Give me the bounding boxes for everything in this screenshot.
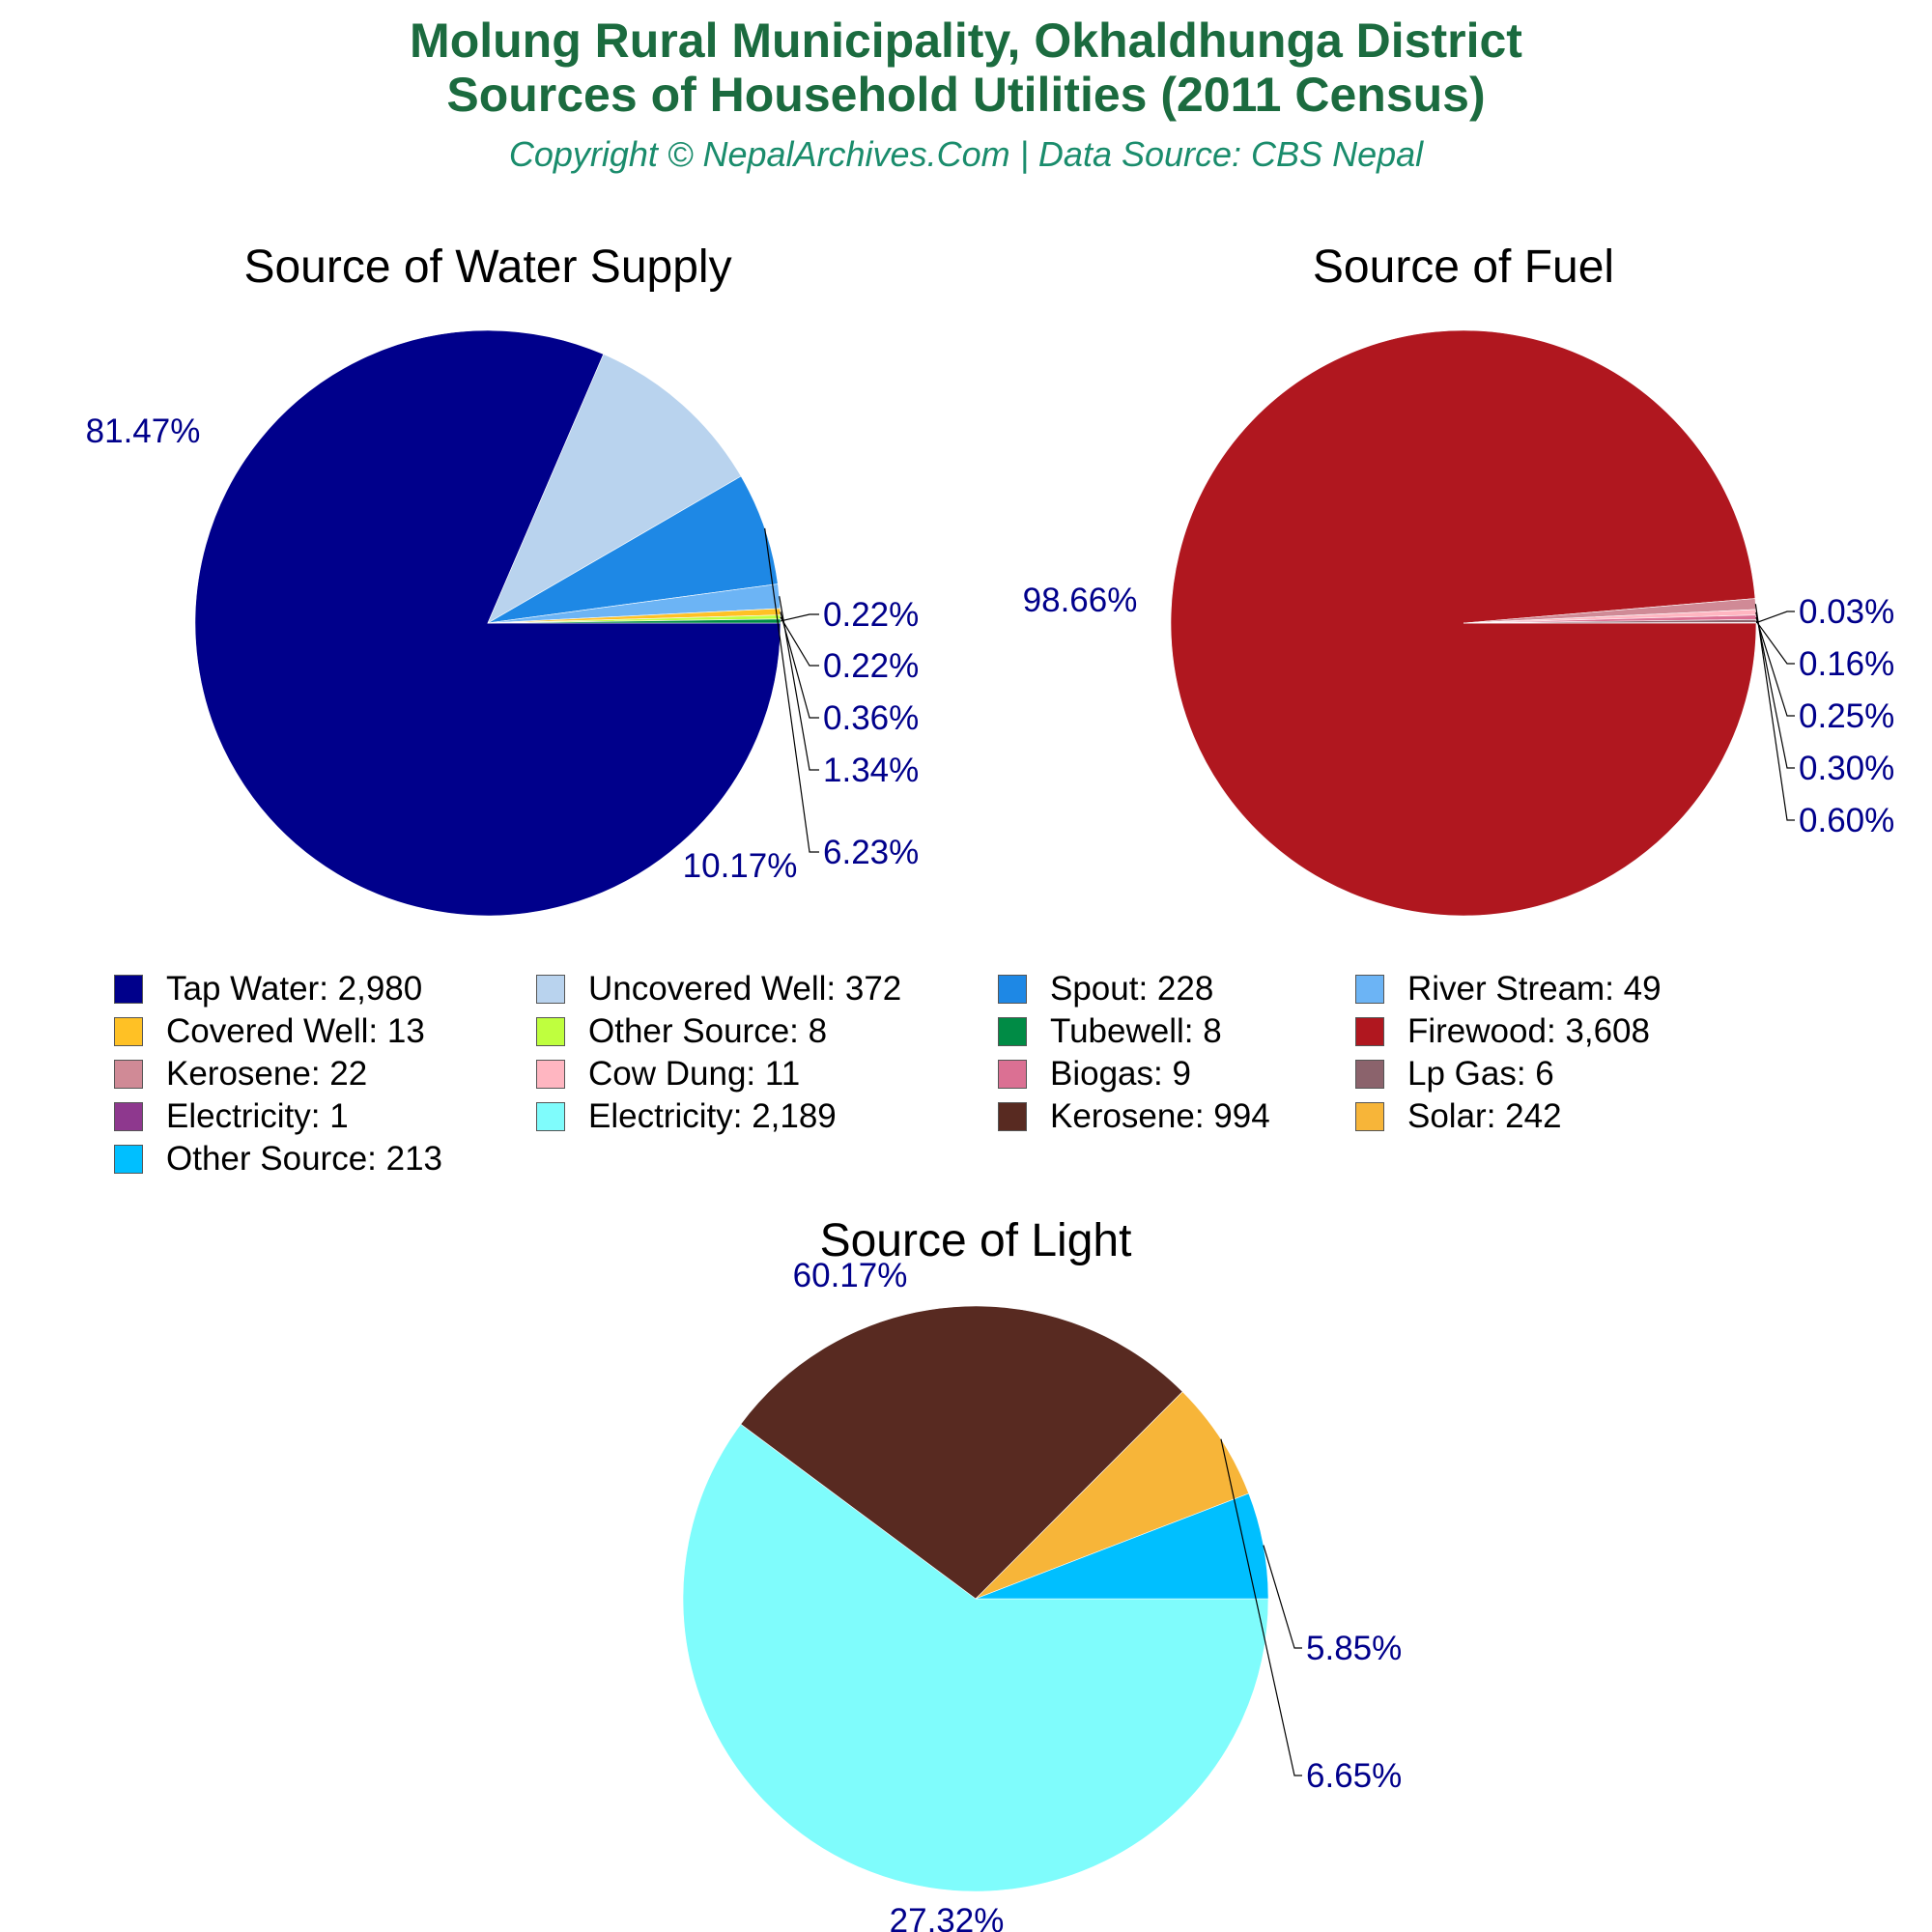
pie-leader-line (780, 596, 819, 770)
legend-swatch (114, 975, 143, 1004)
legend-item (998, 1095, 1270, 1138)
legend-swatch (536, 1102, 565, 1131)
pie-leader-line (1756, 617, 1795, 716)
legend-item (114, 968, 422, 1010)
chart-title-line-2: Sources of Household Utilities (2011 Census) (446, 68, 1486, 122)
legend-label: Kerosene: 22 (166, 1055, 368, 1093)
legend-item (114, 1010, 425, 1053)
legend-label: Uncovered Well: 372 (588, 970, 902, 1008)
legend-label: Covered Well: 13 (166, 1012, 425, 1050)
pie-percent-label: 5.85% (1306, 1630, 1403, 1667)
legend-label: Tap Water: 2,980 (166, 970, 423, 1008)
legend-swatch (1355, 1017, 1384, 1046)
legend-swatch (114, 1060, 143, 1089)
chart-subtitle: Copyright © NepalArchives.Com | Data Source: CBS Nepal (508, 134, 1424, 174)
legend-label: Electricity: 1 (166, 1097, 349, 1135)
legend-item (1355, 1010, 1650, 1053)
pie-percent-label: 1.34% (823, 752, 920, 789)
pie-title: Source of Light (819, 1215, 1132, 1266)
legend-swatch (536, 1060, 565, 1089)
legend-label: Other Source: 213 (166, 1140, 442, 1178)
pie-chart-2 (1023, 242, 1895, 916)
chart-title-line-1: Molung Rural Municipality, Okhaldhunga District (410, 14, 1522, 68)
pie-percent-label: 0.30% (1799, 750, 1895, 787)
legend-label: Electricity: 2,189 (588, 1097, 837, 1135)
pie-percent-label: 0.22% (823, 596, 920, 634)
legend-label: Solar: 242 (1407, 1097, 1562, 1135)
legend-label: Firewood: 3,608 (1407, 1012, 1650, 1050)
legend-swatch (1355, 975, 1384, 1004)
pie-chart-3 (683, 1215, 1402, 1932)
legend-item (114, 1053, 367, 1095)
legend-item (998, 1010, 1222, 1053)
pie-percent-label: 0.16% (1799, 645, 1895, 683)
pie-title: Source of Fuel (1312, 242, 1615, 293)
pie-leader-line (1755, 604, 1795, 820)
legend-label: Kerosene: 994 (1050, 1097, 1270, 1135)
legend-label: Lp Gas: 6 (1407, 1055, 1554, 1093)
legend-swatch (536, 1017, 565, 1046)
pie-percent-label: 81.47% (85, 412, 201, 450)
legend-label: Spout: 228 (1050, 970, 1214, 1008)
legend-label: River Stream: 49 (1407, 970, 1662, 1008)
legend-item (536, 1095, 837, 1138)
legend-item (114, 1138, 442, 1180)
legend-item (1355, 968, 1662, 1010)
pie-percent-label: 6.23% (823, 834, 920, 871)
legend-swatch (998, 1060, 1027, 1089)
legend-label: Other Source: 8 (588, 1012, 828, 1050)
legend-swatch (536, 975, 565, 1004)
pie-percent-label: 27.32% (889, 1902, 1005, 1932)
pie-leader-line (781, 611, 819, 718)
legend-item (998, 968, 1213, 1010)
legend-swatch (998, 975, 1027, 1004)
legend-swatch (998, 1017, 1027, 1046)
pie-percent-label: 10.17% (682, 847, 798, 885)
legend-swatch (1355, 1102, 1384, 1131)
pie-leader-line (781, 617, 819, 666)
legend-item (998, 1053, 1191, 1095)
legend (114, 968, 1891, 1180)
pie-percent-label: 0.36% (823, 699, 920, 737)
pie-percent-label: 0.03% (1799, 593, 1895, 631)
pie-percent-label: 0.25% (1799, 697, 1895, 735)
pie-percent-label: 6.65% (1306, 1757, 1403, 1795)
legend-item (536, 1053, 800, 1095)
pie-percent-label: 0.22% (823, 647, 920, 685)
legend-swatch (114, 1145, 143, 1174)
legend-item (536, 1010, 827, 1053)
pie-leader-line (781, 614, 819, 621)
legend-item (114, 1095, 349, 1138)
legend-swatch (114, 1017, 143, 1046)
legend-swatch (114, 1102, 143, 1131)
pie-percent-label: 0.60% (1799, 802, 1895, 839)
pie-percent-label: 98.66% (1022, 582, 1138, 619)
pie-chart-1 (86, 242, 920, 916)
pie-leader-line (1264, 1546, 1302, 1648)
pie-title: Source of Water Supply (243, 242, 732, 293)
legend-item (1355, 1053, 1554, 1095)
legend-swatch (998, 1102, 1027, 1131)
legend-swatch (1355, 1060, 1384, 1089)
legend-item (1355, 1095, 1562, 1138)
legend-label: Cow Dung: 11 (588, 1055, 801, 1093)
pie-leader-line (1756, 611, 1795, 623)
legend-label: Biogas: 9 (1050, 1055, 1191, 1093)
pie-percent-label: 60.17% (792, 1257, 908, 1294)
legend-label: Tubewell: 8 (1050, 1012, 1222, 1050)
legend-item (536, 968, 901, 1010)
